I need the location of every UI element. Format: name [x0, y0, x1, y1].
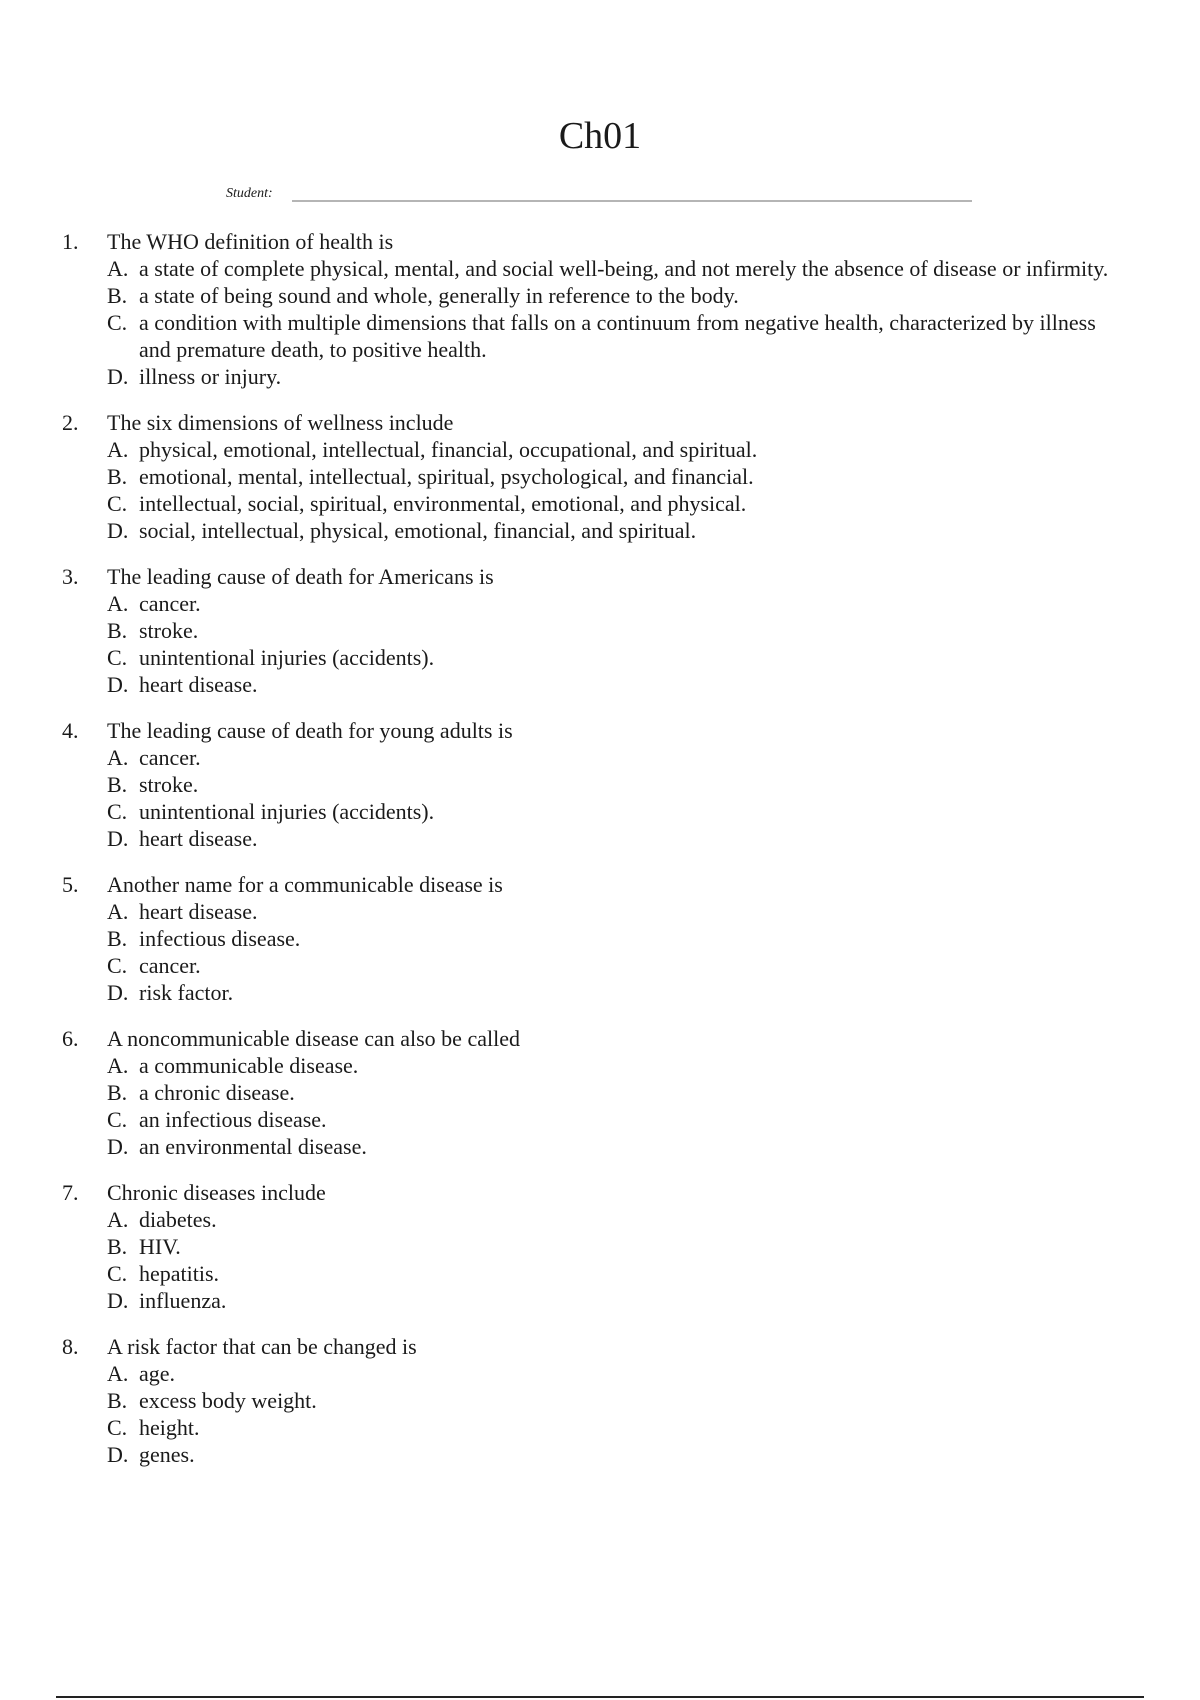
option-text: heart disease.	[139, 672, 258, 697]
option-letter: B.	[107, 1080, 128, 1105]
option-letter: A.	[107, 1053, 129, 1078]
answer-option[interactable]	[62, 1233, 1122, 1260]
question-3	[62, 563, 1122, 698]
question-2	[62, 409, 1122, 544]
question-8	[62, 1333, 1122, 1468]
option-letter: B.	[107, 1388, 128, 1413]
option-letter: B.	[107, 464, 128, 489]
answer-option[interactable]	[62, 825, 1122, 852]
option-letter: A.	[107, 256, 129, 281]
question-6	[62, 1025, 1122, 1160]
option-text: unintentional injuries (accidents).	[139, 799, 435, 824]
question-number: 6.	[62, 1026, 79, 1051]
question-text: A risk factor that can be changed is	[107, 1334, 417, 1359]
answer-option[interactable]	[62, 1079, 1122, 1106]
option-letter: C.	[107, 799, 128, 824]
answer-option[interactable]	[62, 490, 1122, 517]
option-letter: C.	[107, 953, 128, 978]
option-text: cancer.	[139, 745, 201, 770]
option-text: hepatitis.	[139, 1261, 220, 1286]
option-letter: B.	[107, 283, 128, 308]
answer-option[interactable]	[62, 1441, 1122, 1468]
option-letter: D.	[107, 980, 129, 1005]
option-text: age.	[139, 1361, 176, 1386]
question-stem	[62, 409, 1122, 436]
option-letter: B.	[107, 926, 128, 951]
option-text: intellectual, social, spiritual, environmental, emotional, and physical.	[139, 491, 747, 516]
option-text: a state of being sound and whole, generally in reference to the body.	[139, 283, 739, 308]
student-name-line[interactable]	[226, 182, 972, 206]
option-text: cancer.	[139, 591, 201, 616]
option-text: emotional, mental, intellectual, spiritual, psychological, and financial.	[139, 464, 754, 489]
option-letter: D.	[107, 1134, 129, 1159]
answer-option[interactable]	[62, 282, 1122, 309]
option-text: a condition with multiple dimensions that falls on a continuum from negative health, characterized by illness and premature death, to positive health.	[139, 310, 1096, 362]
option-text: an infectious disease.	[139, 1107, 327, 1132]
option-letter: B.	[107, 1234, 128, 1259]
question-text: The leading cause of death for young adults is	[107, 718, 513, 743]
option-text: infectious disease.	[139, 926, 301, 951]
answer-option[interactable]	[62, 463, 1122, 490]
answer-option[interactable]	[62, 898, 1122, 925]
option-text: stroke.	[139, 618, 199, 643]
student-name-field[interactable]	[292, 200, 972, 202]
answer-option[interactable]	[62, 1287, 1122, 1314]
option-text: cancer.	[139, 953, 201, 978]
option-letter: A.	[107, 1207, 129, 1232]
option-text: heart disease.	[139, 899, 258, 924]
question-stem	[62, 563, 1122, 590]
question-number: 3.	[62, 564, 79, 589]
answer-option[interactable]	[62, 925, 1122, 952]
option-text: social, intellectual, physical, emotional, financial, and spiritual.	[139, 518, 697, 543]
question-5	[62, 871, 1122, 1006]
option-letter: D.	[107, 518, 129, 543]
option-letter: A.	[107, 1361, 129, 1386]
option-letter: A.	[107, 591, 129, 616]
answer-option[interactable]	[62, 617, 1122, 644]
question-text: The six dimensions of wellness include	[107, 410, 454, 435]
answer-option[interactable]	[62, 1133, 1122, 1160]
question-7	[62, 1179, 1122, 1314]
option-letter: C.	[107, 491, 128, 516]
option-letter: D.	[107, 364, 129, 389]
answer-option[interactable]	[62, 1360, 1122, 1387]
option-text: influenza.	[139, 1288, 227, 1313]
answer-option[interactable]	[62, 771, 1122, 798]
option-letter: D.	[107, 1288, 129, 1313]
question-stem	[62, 1333, 1122, 1360]
question-text: A noncommunicable disease can also be called	[107, 1026, 520, 1051]
option-text: unintentional injuries (accidents).	[139, 645, 435, 670]
question-stem	[62, 1025, 1122, 1052]
page-title: Ch01	[558, 115, 642, 157]
option-letter: C.	[107, 1415, 128, 1440]
footer-divider	[56, 1696, 1144, 1698]
question-number: 7.	[62, 1180, 79, 1205]
answer-option[interactable]	[62, 436, 1122, 463]
option-letter: A.	[107, 437, 129, 462]
option-letter: D.	[107, 1442, 129, 1467]
question-4	[62, 717, 1122, 852]
option-letter: B.	[107, 618, 128, 643]
answer-option[interactable]	[62, 1260, 1122, 1287]
option-text: a communicable disease.	[139, 1053, 359, 1078]
question-stem	[62, 228, 1122, 255]
answer-option[interactable]	[62, 590, 1122, 617]
option-letter: C.	[107, 1261, 128, 1286]
question-stem	[62, 871, 1122, 898]
option-letter: C.	[107, 1107, 128, 1132]
option-text: excess body weight.	[139, 1388, 317, 1413]
answer-option[interactable]	[62, 1206, 1122, 1233]
answer-option[interactable]	[62, 1106, 1122, 1133]
option-text: HIV.	[139, 1234, 181, 1259]
option-letter: A.	[107, 745, 129, 770]
option-text: diabetes.	[139, 1207, 217, 1232]
option-text: genes.	[139, 1442, 195, 1467]
question-stem	[62, 1179, 1122, 1206]
question-number: 5.	[62, 872, 79, 897]
question-text: The WHO definition of health is	[107, 229, 394, 254]
option-letter: C.	[107, 310, 128, 335]
question-number: 8.	[62, 1334, 79, 1359]
question-text: The leading cause of death for Americans is	[107, 564, 494, 589]
question-text: Chronic diseases include	[107, 1180, 326, 1205]
option-letter: A.	[107, 899, 129, 924]
option-letter: B.	[107, 772, 128, 797]
student-label: Student:	[226, 186, 273, 201]
option-text: heart disease.	[139, 826, 258, 851]
question-stem	[62, 717, 1122, 744]
option-letter: D.	[107, 826, 129, 851]
answer-option[interactable]	[62, 952, 1122, 979]
option-text: physical, emotional, intellectual, financial, occupational, and spiritual.	[139, 437, 758, 462]
option-text: risk factor.	[139, 980, 234, 1005]
question-text: Another name for a communicable disease is	[107, 872, 503, 897]
answer-option[interactable]	[62, 644, 1122, 671]
option-text: illness or injury.	[139, 364, 282, 389]
question-number: 2.	[62, 410, 79, 435]
option-text: a chronic disease.	[139, 1080, 295, 1105]
answer-option[interactable]	[62, 363, 1122, 390]
question-number: 1.	[62, 229, 79, 254]
answer-option[interactable]	[62, 309, 1122, 363]
question-list	[62, 228, 1122, 1487]
option-text: a state of complete physical, mental, and social well-being, and not merely the absence of disease or infirmity.	[139, 256, 1109, 281]
answer-option[interactable]	[62, 1414, 1122, 1441]
answer-option[interactable]	[62, 1387, 1122, 1414]
option-letter: C.	[107, 645, 128, 670]
answer-option[interactable]	[62, 671, 1122, 698]
option-text: an environmental disease.	[139, 1134, 367, 1159]
answer-option[interactable]	[62, 1052, 1122, 1079]
answer-option[interactable]	[62, 798, 1122, 825]
option-text: stroke.	[139, 772, 199, 797]
answer-option[interactable]	[62, 517, 1122, 544]
option-letter: D.	[107, 672, 129, 697]
option-text: height.	[139, 1415, 200, 1440]
answer-option[interactable]	[62, 255, 1122, 282]
answer-option[interactable]	[62, 979, 1122, 1006]
question-number: 4.	[62, 718, 79, 743]
answer-option[interactable]	[62, 744, 1122, 771]
question-1	[62, 228, 1122, 390]
